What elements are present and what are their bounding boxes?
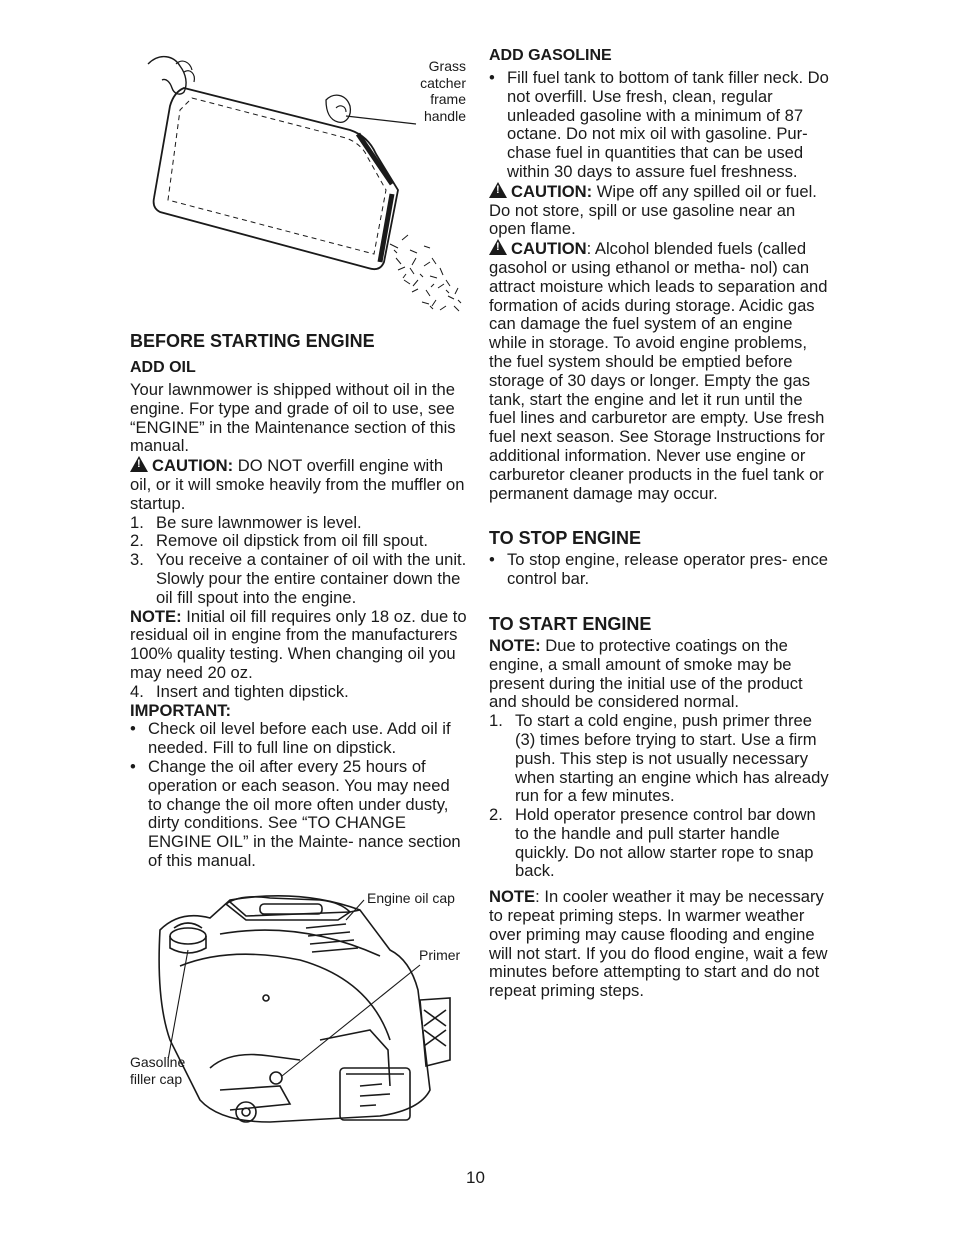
step-text: Remove oil dipstick from oil fill spout.: [156, 531, 429, 551]
stop-engine-heading: TO STOP ENGINE: [489, 528, 642, 549]
add-oil-heading: ADD OIL: [130, 359, 196, 376]
gasoline-filler-cap-label: [130, 1054, 185, 1087]
page-number: 10: [466, 1168, 485, 1187]
note-label: NOTE:: [489, 635, 541, 655]
step-number: 1.: [489, 711, 503, 731]
list-item: [130, 758, 468, 871]
gas-cap-label-line: filler cap: [130, 1070, 183, 1087]
oil-steps: [130, 514, 468, 608]
bullet-icon: •: [130, 719, 136, 739]
start-note: [489, 637, 829, 712]
step-text: Hold operator presence control bar down to the handle and pull starter handle quickly. Do not allow starter rope to snap back.: [515, 805, 816, 881]
grass-catcher-label-line: handle: [423, 107, 466, 124]
list-item: [130, 514, 468, 533]
grass-catcher-label: [404, 58, 466, 124]
list-item: [130, 532, 468, 551]
grass-catcher-label-line: Grass: [428, 58, 466, 74]
grass-catcher-label-line: frame: [430, 91, 466, 107]
list-item: [130, 551, 468, 607]
warning-icon: [130, 456, 148, 472]
start-steps: [489, 712, 829, 881]
step-number: 3.: [130, 550, 144, 570]
bullet-icon: •: [489, 68, 495, 87]
bullet-text: Check oil level before each use. Add oil if needed. Fill to full line on dipstick.: [148, 719, 451, 758]
note-label: NOTE:: [130, 606, 182, 626]
gasoline-list: [489, 69, 829, 182]
stop-list: [489, 551, 829, 589]
before-starting-heading: BEFORE STARTING ENGINE: [130, 331, 375, 351]
gas-cap-label-line: Gasoline: [130, 1054, 186, 1070]
caution-label: CAUTION:: [511, 181, 593, 201]
list-item: [489, 551, 829, 589]
fuel-caution-1: [489, 182, 829, 239]
grass-catcher-label-line: catcher: [420, 74, 466, 91]
caution-label: CAUTION:: [152, 456, 234, 476]
start-engine-heading: TO START ENGINE: [489, 613, 652, 634]
add-gasoline-heading: ADD GASOLINE: [489, 47, 612, 64]
bullet-text: Change the oil after every 25 hours of operation or each season. You may need to change the oil more often under dusty, dirty conditions. See “TO CHANGE ENGINE OIL” in the Mainte- nance section of this manual.: [148, 756, 461, 870]
final-note: [489, 888, 829, 1001]
list-item: [489, 712, 829, 806]
engine-illustration: [150, 890, 470, 1140]
bullet-icon: •: [130, 756, 136, 776]
list-item: [489, 806, 829, 881]
engine-oil-cap-label: Engine oil cap: [367, 890, 455, 906]
step-text: To start a cold engine, push primer three (3) times before trying to start. Use a firm push. This step is not usually necessary when starting an engine which has already run for a few minutes.: [515, 711, 829, 806]
oil-caution: [130, 456, 468, 513]
oil-note: [130, 608, 468, 683]
note-label: NOTE: [489, 887, 536, 907]
caution-text: Wipe off any spilled oil or fuel. Do not store, spill or use gasoline near an open flame.: [489, 181, 817, 239]
primer-label: Primer: [419, 947, 461, 963]
list-item: [489, 69, 829, 182]
fuel-caution-2: [489, 239, 829, 503]
caution-text: DO NOT overfill engine with oil, or it will smoke heavily from the muffler on startup.: [130, 456, 465, 513]
step-text: Be sure lawnmower is level.: [156, 512, 362, 532]
caution-text: : Alcohol blended fuels (called gasohol or using ethanol or metha- nol) can attract moisture which leads to separation and formation of acids during storage. Acidic gas can damage the fuel system of an engine while in storage. To avoid engine problems, the fuel system should be emptied before storage of 30 days or longer. Empty the gas tank, start the engine and let it run until the fuel lines and carburetor are empty. Use fresh fuel next season. See Storage Instructions for additional information. Never use engine or carburetor cleaner products in the fuel tank or permanent damage may occur.: [489, 239, 828, 503]
bullet-icon: •: [489, 550, 495, 570]
caution-label: CAUTION: [511, 239, 587, 259]
step-number: 2.: [130, 531, 144, 551]
step-number: 2.: [489, 805, 503, 825]
note-text: Initial oil fill requires only 18 oz. due to residual oil in engine from the manufacturers 100% quality testing. When changing oil you may need 20 oz.: [130, 606, 467, 682]
oil-step-4: [130, 683, 468, 702]
bullet-text: To stop engine, release operator pres- ence control bar.: [507, 550, 829, 589]
note-text: : In cooler weather it may be necessary to repeat priming steps. In warmer weather over priming may cause flooding and engine will not start. If you do flood engine, wait a few minutes before attempting to start and do not repeat priming steps.: [489, 887, 828, 1001]
step-text: You receive a container of oil with the unit. Slowly pour the entire container down the oil fill spout into the engine.: [156, 550, 467, 607]
left-column: [130, 330, 468, 871]
step-text: Insert and tighten dipstick.: [156, 681, 349, 701]
step-number: 4.: [130, 681, 144, 701]
right-column: [489, 46, 829, 1001]
note-text: Due to protective coatings on the engine, a small amount of smoke may be present during the initial use of the product and should be considered normal.: [489, 635, 803, 712]
add-oil-intro: Your lawnmower is shipped without oil in the engine. For type and grade of oil to use, see “ENGINE” in the Maintenance section of this manual.: [130, 380, 456, 456]
warning-icon: [489, 239, 507, 255]
warning-icon: [489, 182, 507, 198]
bullet-text: Fill fuel tank to bottom of tank filler neck. Do not overfill. Use fresh, clean, regular unleaded gasoline with a minimum of 87 octane. Do not mix oil with gasoline. Pur- chase fuel in quantities that can be used within 30 days to assure fuel freshness.: [507, 68, 829, 181]
list-item: [130, 683, 468, 702]
important-list: [130, 720, 468, 870]
important-label: IMPORTANT:: [130, 700, 232, 720]
step-number: 1.: [130, 512, 144, 532]
list-item: [130, 720, 468, 758]
